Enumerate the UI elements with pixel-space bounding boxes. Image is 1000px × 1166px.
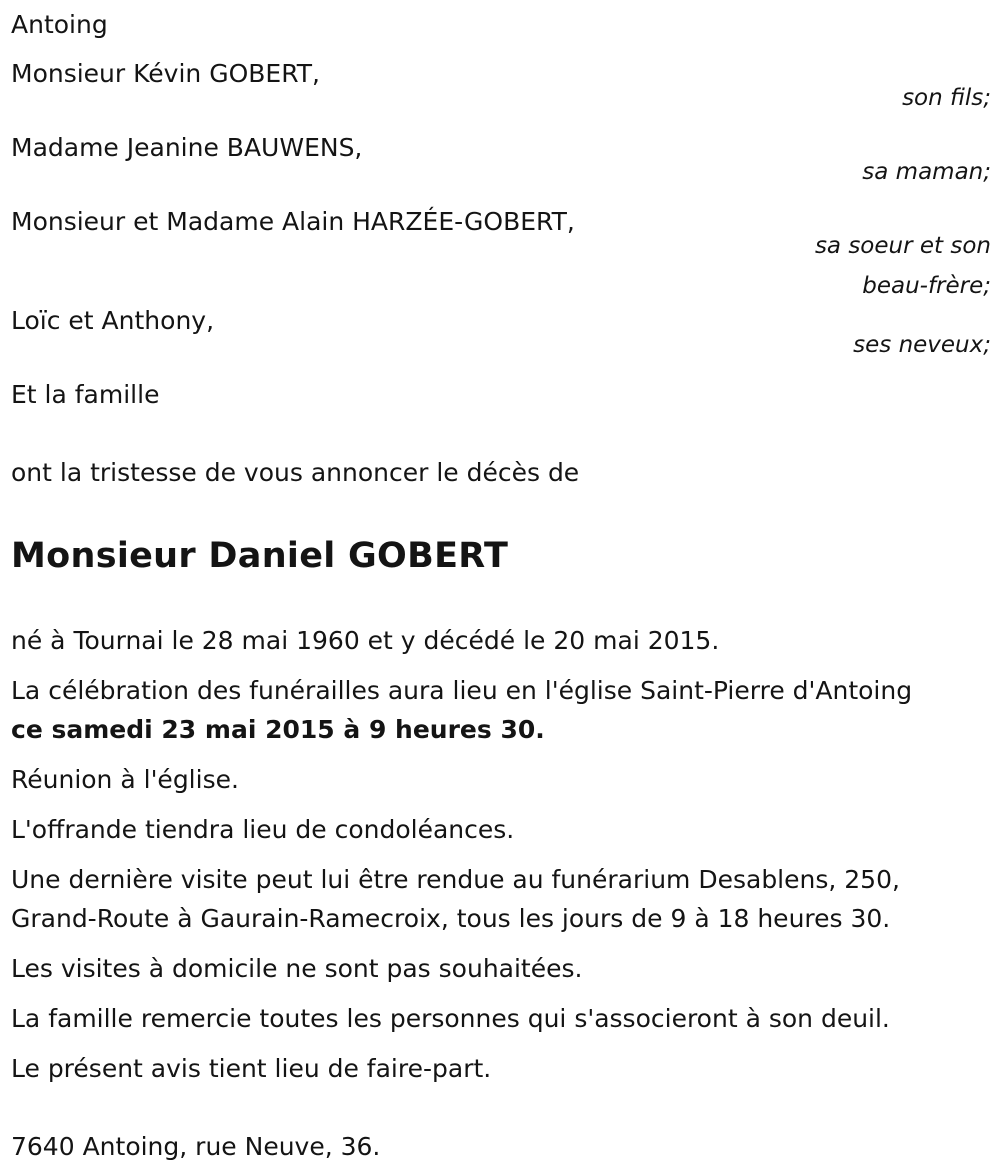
meeting-info: Réunion à l'église. [11, 765, 239, 794]
obituary-notice [11, 6, 991, 1166]
family-member [11, 129, 991, 192]
family-member-name: Loïc et Anthony, [11, 306, 215, 335]
notice-details [11, 621, 991, 1088]
family-closing: Et la famille [11, 380, 160, 409]
family-member-relation: son fils; [902, 85, 991, 111]
thanks-text: La famille remercie toutes les personnes qui s'associeront à son deuil. [11, 1004, 890, 1033]
visit-info [11, 860, 991, 938]
family-member-relation: ses neveux; [853, 332, 991, 358]
home-visits-info: Les visites à domicile ne sont pas souhaitées. [11, 954, 583, 983]
family-member-relation: sa soeur et son beau-frère; [814, 233, 991, 299]
ceremony-datetime: ce samedi 23 mai 2015 à 9 heures 30. [11, 715, 545, 744]
birth-death-info: né à Tournai le 28 mai 1960 et y décédé le 20 mai 2015. [11, 626, 720, 655]
town-name: Antoing [11, 10, 108, 39]
family-address: 7640 Antoing, rue Neuve, 36. [11, 1132, 381, 1161]
ceremony-text: La célébration des funérailles aura lieu en l'église Saint-Pierre d'Antoing [11, 676, 913, 705]
family-member-name: Monsieur et Madame Alain HARZÉE-GOBERT, [11, 207, 575, 236]
announcement-text: ont la tristesse de vous annoncer le décès de [11, 458, 580, 487]
family-member-name: Madame Jeanine BAUWENS, [11, 133, 363, 162]
ceremony-info [11, 671, 991, 749]
family-member [11, 302, 991, 365]
family-member-relation: sa maman; [862, 159, 991, 185]
family-member [11, 55, 991, 118]
offering-info: L'offrande tiendra lieu de condoléances. [11, 815, 515, 844]
deceased-name: Monsieur Daniel GOBERT [11, 536, 509, 576]
family-member [11, 203, 991, 306]
notice-note: Le présent avis tient lieu de faire-part. [11, 1054, 492, 1083]
visit-line: Grand-Route à Gaurain-Ramecroix, tous les jours de 9 à 18 heures 30. [11, 904, 891, 933]
visit-line: Une dernière visite peut lui être rendue au funérarium Desablens, 250, [11, 865, 900, 894]
family-member-name: Monsieur Kévin GOBERT, [11, 59, 320, 88]
